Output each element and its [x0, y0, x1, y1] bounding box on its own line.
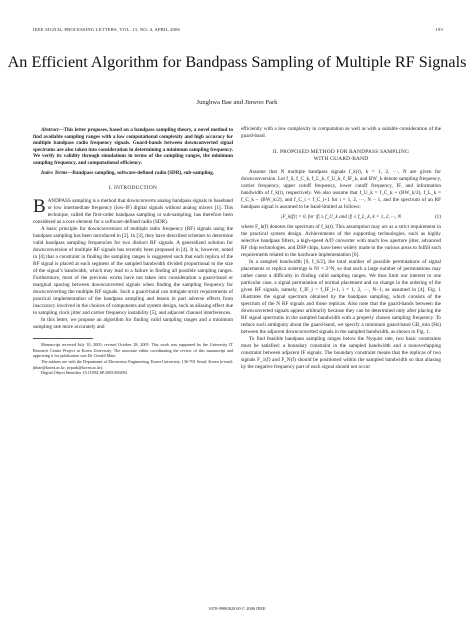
intro-paragraph-3: In this letter, we propose an algorithm for finding valid sampling ranges and a minimum sampling rate more accurately and: [33, 317, 233, 331]
index-terms-label: Index Terms: [41, 169, 68, 176]
intro-paragraph-3-continued: efficiently with a low complexity in computation as well as with a suitable consideration of the guard-band.: [241, 126, 441, 139]
method-paragraph-3: In a sampled bandwidth [0, f_S/2], the total number of possible permutations of signal placements or replica orderings is N! × 2^N, so that such a large number of permutations may rather cause a difficulty in finding valid sampling ranges. We thus limit our interest to one particular case, a signal permutation of normal placement and no change in the ordering of the given RF signals, namely, f_IF_i < f_IF_i+1, i = 1, 2, ···, N−1, as assumed in [4]. Fig. 1 illustrates the signal spectrum obtained by the bandpass sampling, which consists of the spectrum of the N RF signals and those replicas. Also note that the guard-bands between the downconverted signals appear arbitrarily because they can be determined only after placing the RF signal spectrums in the sampled bandwidth with a properly chosen sampling frequency. To reduce such ambiguity about the guard-band, we specify a minimum guard-band GB_min (Hz) between the adjacent downconverted signals in the sampled bandwidth, as shown in Fig. 1.: [241, 259, 441, 335]
footnote-manuscript: Manuscript received July 10, 2005; revised October 28, 2005. This work was supported by the University IT Research Center Project at Korea University. The associate editor coordinating the review of this manuscript and approving it for publication was Dr. Gerald Matz.: [33, 342, 233, 359]
equation-1-body: |F_k(f)| = 0, for |f| ≥ f_U_k and |f| ≤ f_L_k, k = 1, 2, ···, N: [280, 214, 402, 220]
section-heading-line-1: II. PROPOSED METHOD FOR BANDPASS SAMPLING: [272, 149, 410, 155]
paper-authors: Junghwa Bae and Jinwoo Park: [196, 99, 278, 106]
abstract-label: Abstract: [41, 127, 59, 133]
journal-name: IEEE SIGNAL PROCESSING LETTERS, VOL. 13, NO. 4, APRIL 2006: [33, 27, 180, 32]
section-heading-introduction: I. INTRODUCTION: [108, 185, 158, 192]
right-column: [241, 126, 441, 371]
index-terms: [33, 170, 233, 177]
footnote-doi: Digital Object Identifier 10.1109/LSP.2005.863694: [41, 370, 127, 376]
section-heading-line-2: WITH GUARD-BAND: [313, 156, 369, 162]
index-terms-text: —Bandpass sampling, software-defined radio (SDR), sub-sampling.: [67, 169, 215, 176]
method-paragraph-4: To find feasible bandpass sampling ranges below the Nyquist rate, two basic constraints must be satisfied: a boundary constraint in the sampled bandwidth and a nonoverlapping constraint between adjacent IF signals. The boundary constraint means that the replicas of two signals F_1(f) and F_N(f) should be positioned within the sampled bandwidth so that aliasing by the negative frequency part of each signal should not occur: [241, 336, 441, 370]
method-paragraph-1: Assume that N multiple bandpass signals f_k(t), k = 1, 2, ···, N are given for downconversion. Let f_S, f_C_k, f_L_k, f_U_k, f_IF_k, and BW_k denote sampling frequency, carrier frequency, upper cutoff frequency, lower cutoff frequency, IF, and information bandwidth of f_k(t), respectively. We also assume that f_U_k = f_C_k + (BW_k/2), f_L_k = f_C_k − (BW_k/2), and f_C_i < f_C_i+1 for i = 1, 2, ···, N − 1, and the spectrum of an RF bandpass signal is assumed to be band-limited as follows:: [241, 169, 441, 210]
page-number: 193: [435, 27, 443, 32]
footnote-authors: The authors are with the Department of Electronics Engineering, Korea University, 136-701 Seoul, Korea (e-mail: jhbae@korea.ac.kr; jwpark@korea.ac.kr).: [33, 358, 233, 370]
copyright-footer: 1070-9908/$20.00 © 2006 IEEE: [208, 606, 266, 611]
abstract: [33, 127, 233, 167]
equation-1: [241, 214, 441, 221]
intro-paragraph-1: [33, 198, 233, 226]
intro-paragraph-1-text: ANDPASS sampling is a method that downconverts analog bandpass signals to baseband or low intermediate frequency (low-IF) digital signals without analog mixers [1]. This technique, called the first-order bandpass sampling or sub-sampling, has therefore been considered as a core element for a software-defined radio (SDR).: [33, 198, 233, 226]
method-paragraph-2: where F_k(f) denotes the spectrum of f_k(t). This assumption may act as a strict requirement in the practical system design. Achievements of the supporting technologies, such as highly selective bandpass filters, a high-speed A/D converter with much low aperture jitter, advanced RF chip technologies, and DSP chips, have been widely made in the various areas to fulfill such requirements related to the hardware implementation [6].: [241, 224, 441, 258]
intro-paragraph-2: A basic principle for downconversion of multiple radio frequency (RF) signals using the bandpass sampling has been introduced in [2]. In [3], they have described schemes to determine valid bandpass sampling frequencies for two distinct RF signals. A generalized solution for downconversion of multiple RF signals has recently been proposed in [4]. It is, however, noted in [4] that a constraint in finding the sampling ranges is suggested such that each replica of the RF signal is placed at each segment of the sampled bandwidth divided proportional to the size of the signal’s bandwidth, which may lead to a failure in finding all possible sampling ranges. Furthermore, most of the previous works have not taken into consideration a guard-band or marginal spacing between downconverted signals when finding the sampling frequency for downconverting the multiple RF signals. Such a guard-band can mitigate strict requirements of practical implementation of the bandpass sampling and lessen in part adverse effects from inaccuracy involved in the choices of components and system design, such as aliasing effect due to sampling clock jitter and carrier frequency instability [5], and adjacent channel interferences.: [33, 226, 233, 317]
abstract-text: —This letter proposes, based on a bandpass sampling theory, a novel method to find available sampling ranges with a low computational complexity and high accuracy for multiple bandpass radio frequency signals. Guard-bands between downconverted signal spectrums are also taken into consideration in determining a minimum sampling frequency. We verify its validity through simulations in terms of the sampling ranges, the minimum sampling frequency, and computational efficiency.: [33, 127, 233, 166]
running-header: [33, 27, 443, 32]
paper-title: An Efficient Algorithm for Bandpass Sampling of Multiple RF Signals: [7, 53, 467, 71]
equation-1-number: (1): [434, 214, 441, 220]
left-column: [33, 127, 233, 376]
footnote-divider: [33, 338, 93, 339]
section-heading-proposed-method: [241, 149, 441, 163]
drop-cap: B: [33, 196, 46, 218]
